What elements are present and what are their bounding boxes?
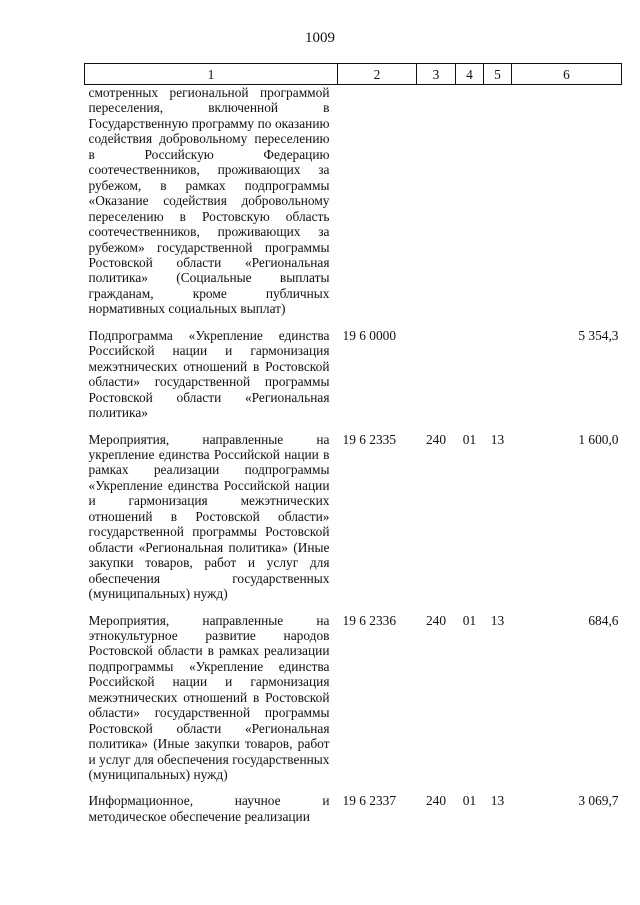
table-row [85, 421, 622, 602]
row-amount: 3 069,7 [578, 793, 619, 809]
row-expense-type: 240 [425, 431, 447, 447]
row-section [456, 317, 484, 421]
budget-table [84, 63, 622, 824]
row-name: Мероприятия, направленные на этнокультурное развитие народов Ростовской области в рамках реализации подпрограммы «Укрепление единства Российской нации и гармонизация межэтнических отношений в Ростовской области» государственной программы Ростовской области «Региональная политика» (Иные закупки товаров, работ и услуг для обеспечения государственных (муниципальных) нужд) [88, 612, 330, 783]
column-header-5: 5 [484, 64, 512, 85]
row-name: Мероприятия, направленные на укрепление единства Российской нации в рамках реализации подпрограммы «Укрепление единства Российской нации и гармонизация межэтнических отношений в Ростовской области» государственной программы Ростовской области «Региональная политика» (Иные закупки товаров, работ и услуг для обеспечения государственных (муниципальных) нужд) [88, 431, 330, 602]
row-amount: 684,6 [588, 612, 619, 628]
row-expense-type: 240 [425, 793, 447, 809]
column-header-1: 1 [85, 64, 338, 85]
row-name: Подпрограмма «Укрепление единства Российской нации и гармонизация межэтнических отношений в Ростовской области» государственной программы Ростовской области «Региональная политика» [88, 327, 330, 421]
column-header-2: 2 [338, 64, 417, 85]
column-header-6: 6 [512, 64, 622, 85]
row-target-code: 19 6 0000 [342, 327, 397, 343]
table-row [85, 782, 622, 824]
row-section: 01 [462, 612, 477, 628]
row-subsection [484, 85, 512, 317]
column-header-3: 3 [417, 64, 456, 85]
page-number: 1009 [305, 30, 335, 46]
row-amount [512, 85, 622, 317]
row-name: Информационное, научное и методическое обеспечение реализации [88, 793, 330, 824]
row-expense-type [417, 317, 456, 421]
row-name: смотренных региональной программой переселения, включенной в Государственную программу по оказанию содействия добровольному переселению в Российскую Федерацию соотечественников, проживающих за рубежом, в рамках подпрограммы «Оказание содействия добровольному переселению в Ростовскую область соотечественников, проживающих за рубежом» государственной программы Ростовской области «Региональная политика» (Социальные выплаты гражданам, кроме публичных нормативных социальных выплат) [88, 85, 330, 317]
table-header-row [85, 64, 622, 85]
table-row [85, 85, 622, 317]
row-subsection: 13 [490, 793, 505, 809]
row-target-code: 19 6 2336 [342, 612, 397, 628]
row-expense-type: 240 [425, 612, 447, 628]
row-target-code [338, 85, 417, 317]
row-section: 01 [462, 793, 477, 809]
row-section: 01 [462, 431, 477, 447]
column-header-4: 4 [456, 64, 484, 85]
row-amount: 1 600,0 [578, 431, 619, 447]
row-section [456, 85, 484, 317]
row-amount: 5 354,3 [578, 327, 619, 343]
row-subsection: 13 [490, 612, 505, 628]
row-subsection: 13 [490, 431, 505, 447]
table-row [85, 317, 622, 421]
row-expense-type [417, 85, 456, 317]
row-target-code: 19 6 2335 [342, 431, 397, 447]
table-row [85, 602, 622, 783]
row-target-code: 19 6 2337 [342, 793, 397, 809]
row-subsection [484, 317, 512, 421]
